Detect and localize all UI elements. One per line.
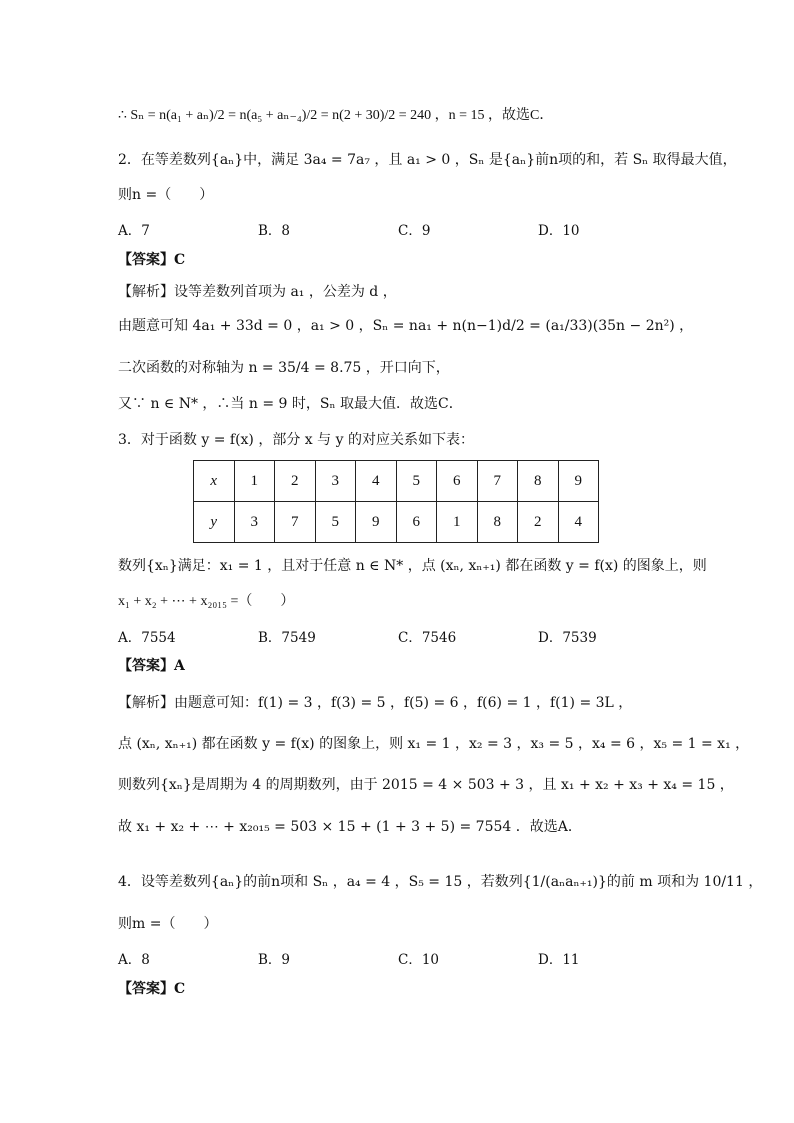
q2-solution-line4: 又∵ n ∈ N* ，∴当 n = 9 时，Sₙ 取最大值．故选C． (118, 396, 463, 412)
q2-stem-end: 则n =（ ） (118, 187, 214, 203)
q4-stem: 4．设等差数列{aₙ}的前n项和 Sₙ ，a₄ = 4 ，S₅ = 15 ，若数列{1/(aₙaₙ₊₁)}的前 m 项和为 10/11 ， (118, 874, 763, 890)
q3-answer: 【答案】A (118, 658, 185, 674)
table-row-x (194, 461, 599, 502)
q1-solution-conclusion: ∴ Sₙ = n(a₁ + aₙ)/2 = n(a₅ + aₙ₋₄)/2 = n(2 + 30)/2 = 240 ，n = 15 ，故选C． (118, 108, 554, 123)
q3-option-a: A．7554 (118, 630, 176, 646)
table-cell: 1 (437, 502, 478, 543)
table-header-y: y (194, 502, 235, 543)
table-cell: 3 (234, 502, 275, 543)
q2-answer: 【答案】C (118, 252, 186, 268)
q2-solution-line1: 【解析】设等差数列首项为 a₁ ，公差为 d ， (118, 284, 397, 300)
q4-stem-end: 则m =（ ） (118, 916, 218, 932)
table-cell: 4 (558, 502, 599, 543)
q3-solution-line4: 故 x₁ + x₂ + ⋯ + x₂₀₁₅ = 503 × 15 + (1 + 3 + 5) = 7554 ．故选A． (118, 819, 582, 835)
table-cell: 7 (477, 461, 518, 502)
table-cell: 6 (396, 502, 437, 543)
q4-option-b: B．9 (258, 952, 291, 968)
q3-option-c: C．7546 (398, 630, 457, 646)
function-table (193, 460, 599, 543)
table-cell: 3 (315, 461, 356, 502)
q3-solution-line1: 【解析】由题意可知：f(1) = 3 ，f(3) = 5 ，f(5) = 6 ，f(6) = 1 ，f(1) = 3L ， (118, 695, 633, 711)
table-cell: 6 (437, 461, 478, 502)
table-cell: 4 (356, 461, 397, 502)
table-cell: 9 (356, 502, 397, 543)
q2-option-a: A．7 (118, 223, 150, 239)
table-cell: 1 (234, 461, 275, 502)
q3-condition: 数列{xₙ}满足：x₁ = 1 ，且对于任意 n ∈ N* ，点 (xₙ, xₙ₊₁) 都在函数 y = f(x) 的图象上，则 (118, 558, 707, 574)
table-cell: 8 (477, 502, 518, 543)
table-cell: 2 (518, 502, 559, 543)
q3-stem: 3．对于函数 y = f(x) ，部分 x 与 y 的对应关系如下表： (118, 432, 474, 448)
table-cell: 2 (275, 461, 316, 502)
q3-option-d: D．7539 (538, 630, 597, 646)
table-cell: 7 (275, 502, 316, 543)
q2-stem: 2．在等差数列{aₙ}中，满足 3a₄ = 7a₇ ，且 a₁ > 0 ，Sₙ 是{aₙ}前n项的和，若 Sₙ 取得最大值， (118, 152, 737, 168)
q2-option-b: B．8 (258, 223, 291, 239)
q2-option-c: C．9 (398, 223, 431, 239)
q2-option-d: D．10 (538, 223, 580, 239)
q3-solution-line2: 点 (xₙ, xₙ₊₁) 都在函数 y = f(x) 的图象上，则 x₁ = 1 ，x₂ = 3 ，x₃ = 5 ，x₄ = 6 ，x₅ = 1 = x₁ ， (118, 736, 750, 752)
table-cell: 5 (396, 461, 437, 502)
q4-answer: 【答案】C (118, 981, 186, 997)
table-header-x: x (194, 461, 235, 502)
q2-solution-line2: 由题意可知 4a₁ + 33d = 0 ，a₁ > 0 ，Sₙ = na₁ + n(n−1)d/2 = (a₁/33)(35n − 2n²) ， (118, 318, 694, 334)
table-cell: 9 (558, 461, 599, 502)
q3-solution-line3: 则数列{xₙ}是周期为 4 的周期数列，由于 2015 = 4 × 503 + 3 ，且 x₁ + x₂ + x₃ + x₄ = 15 ， (118, 777, 734, 793)
table-row-y (194, 502, 599, 543)
q4-option-c: C．10 (398, 952, 440, 968)
table-cell: 8 (518, 461, 559, 502)
q4-option-d: D．11 (538, 952, 580, 968)
q4-option-a: A．8 (118, 952, 150, 968)
q3-question: x₁ + x₂ + ⋯ + x₂₀₁₅ =（ ） (118, 594, 295, 609)
q3-option-b: B．7549 (258, 630, 316, 646)
table-cell: 5 (315, 502, 356, 543)
q2-solution-line3: 二次函数的对称轴为 n = 35/4 = 8.75 ，开口向下， (118, 360, 450, 376)
